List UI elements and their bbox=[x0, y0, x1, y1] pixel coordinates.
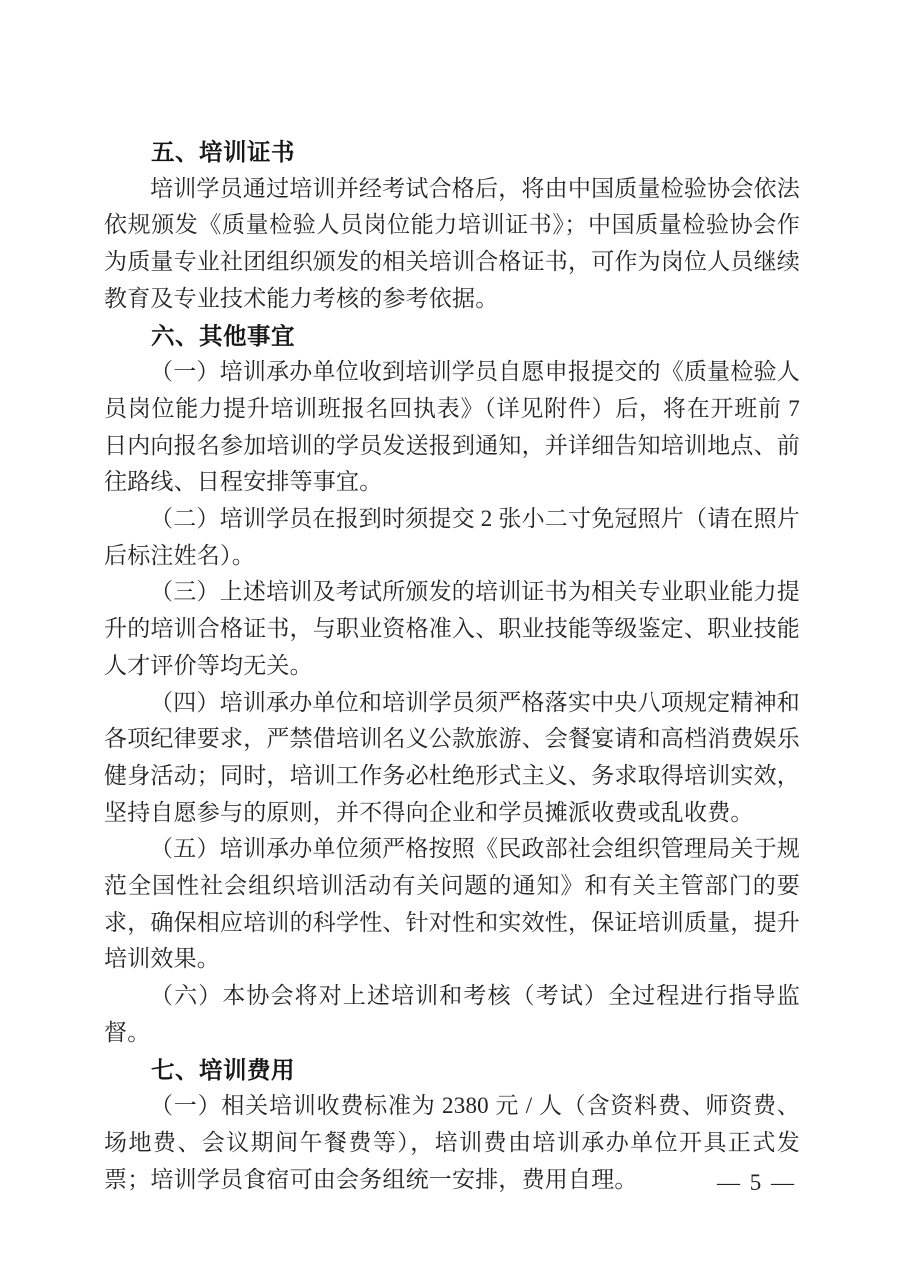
paragraph: （四）培训承办单位和培训学员须严格落实中央八项规定精神和各项纪律要求，严禁借培训名义公款旅游、会餐宴请和高档消费娱乐健身活动；同时，培训工作务必杜绝形式主义、务求取得培训实效，坚持自愿参与的原则，并不得向企业和学员摊派收费或乱收费。 bbox=[104, 689, 800, 825]
section bbox=[104, 134, 800, 318]
section-heading: 五、培训证书 bbox=[151, 139, 295, 165]
paragraph: （五）培训承办单位须严格按照《民政部社会组织管理局关于规范全国性社会组织培训活动有关问题的通知》和有关主管部门的要求，确保相应培训的科学性、针对性和实效性，保证培训质量，提升培训效果。 bbox=[104, 836, 800, 972]
paragraph: （一）培训承办单位收到培训学员自愿申报提交的《质量检验人员岗位能力提升培训班报名回执表》（详见附件）后，将在开班前 7 日内向报名参加培训的学员发送报到通知，并详细告知培训地点、前往路线、日程安排等事宜。 bbox=[104, 359, 800, 495]
section-heading: 六、其他事宜 bbox=[151, 322, 295, 349]
paragraph: 培训学员通过培训并经考试合格后，将由中国质量检验协会依法依规颁发《质量检验人员岗位能力培训证书》；中国质量检验协会作为质量专业社团组织颁发的相关培训合格证书，可作为岗位人员继续教育及专业技术能力考核的参考依据。 bbox=[104, 175, 800, 311]
document-body bbox=[104, 134, 800, 1198]
paragraph: （六）本协会将对上述培训和考核（考试）全过程进行指导监督。 bbox=[104, 983, 800, 1045]
section bbox=[104, 1052, 800, 1199]
page-number: — 5 — bbox=[717, 1170, 796, 1195]
paragraph: （一）相关培训收费标准为 2380 元 / 人（含资料费、师资费、场地费、会议期间午餐费等），培训费由培训承办单位开具正式发票；培训学员食宿可由会务组统一安排，费用自理。 bbox=[104, 1093, 800, 1192]
section bbox=[104, 318, 800, 1052]
section-heading: 七、培训费用 bbox=[151, 1056, 295, 1083]
paragraph: （三）上述培训及考试所颁发的培训证书为相关专业职业能力提升的培训合格证书，与职业资格准入、职业技能等级鉴定、职业技能人才评价等均无关。 bbox=[104, 579, 800, 678]
paragraph: （二）培训学员在报到时须提交 2 张小二寸免冠照片（请在照片后标注姓名）。 bbox=[104, 506, 800, 568]
